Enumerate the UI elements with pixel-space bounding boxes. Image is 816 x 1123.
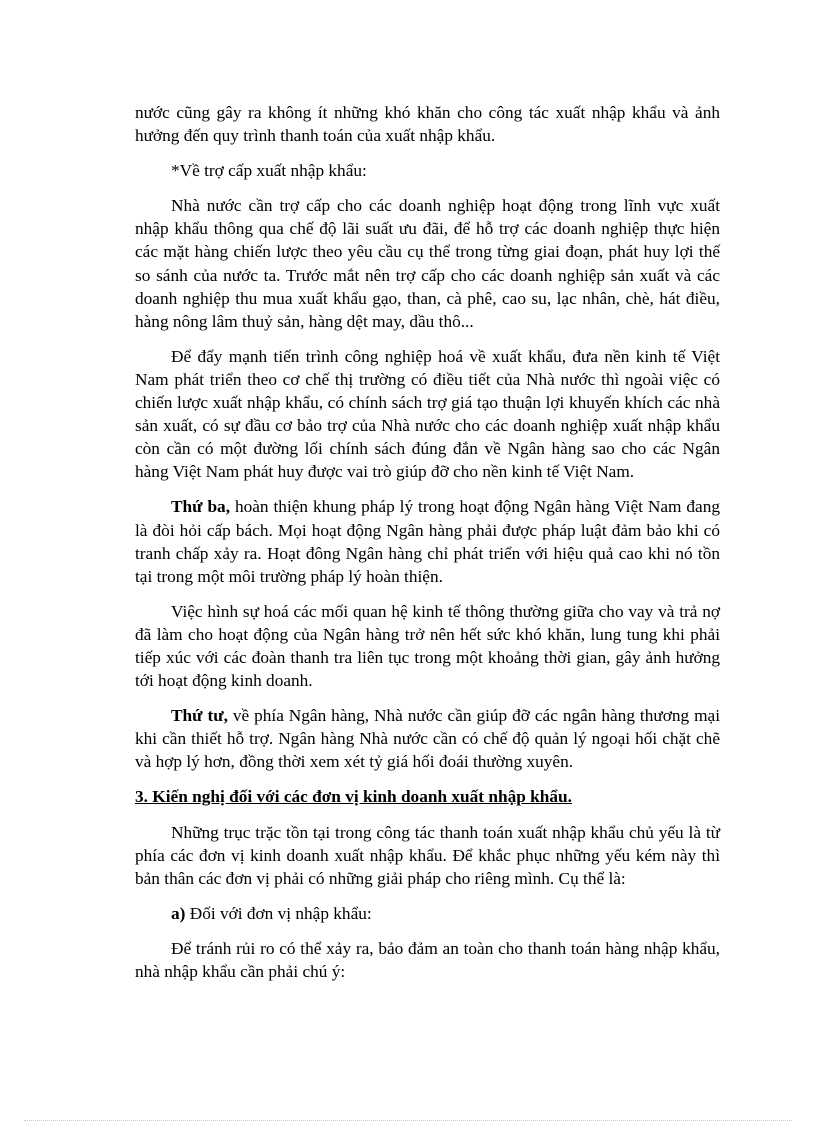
paragraph-subsidy-heading: *Về trợ cấp xuất nhập khẩu:: [171, 161, 367, 181]
paragraph-problems: Những trục trặc tồn tại trong công tác thanh toán xuất nhập khẩu chủ yếu là từ phía các đơn vị kinh doanh xuất nhập khẩu. Để khắc phục những yếu kém này thì bản thân các đơn vị phải có những giải pháp cho riêng mình. Cụ thể là:: [135, 822, 720, 888]
paragraph-third-lead: Thứ ba,: [171, 497, 231, 517]
paragraph-criminalization: Việc hình sự hoá các mối quan hệ kinh tế thông thường giữa cho vay và trả nợ đã làm cho hoạt động của Ngân hàng trở nên hết sức khó khăn, lung tung khi phải tiếp xúc với các đoàn thanh tra liên tục trong một khoảng thời gian, gây ảnh hưởng tới hoạt động kinh doanh.: [135, 601, 720, 691]
paragraph-subsidy: Nhà nước cần trợ cấp cho các doanh nghiệp hoạt động trong lĩnh vực xuất nhập khẩu thông qua chế độ lãi suất ưu đãi, để hỗ trợ các doanh nghiệp thực hiện các mặt hàng chiến lược theo yêu cầu cụ thể trong từng giai đoạn, phát huy lợi thế so sánh của nước ta. Trước mắt nên trợ cấp cho các doanh nghiệp sản xuất và các doanh nghiệp thu mua xuất khẩu gạo, than, cà phê, cao su, lạc nhân, chè, hát điều, hàng nông lâm thuỷ sản, hàng dệt may, dầu thô...: [135, 196, 720, 331]
paragraph-importer-lead: a): [171, 903, 186, 923]
paragraph-importer-body: Đối với đơn vị nhập khẩu:: [185, 903, 372, 923]
paragraph-fourth-lead: Thứ tư,: [171, 706, 228, 726]
document-page: [135, 101, 720, 983]
paragraph-fourth: [135, 704, 720, 773]
paragraph-third: [135, 495, 720, 587]
paragraph-importer-heading: [135, 902, 720, 925]
paragraph-industrialization: Để đẩy mạnh tiến trình công nghiệp hoá về xuất khẩu, đưa nền kinh tế Việt Nam phát triển theo cơ chế thị trường có điều tiết của Nhà nước thì ngoài việc có chiến lược xuất nhập khẩu, có chính sách trợ giá tạo thuận lợi khuyến khích các nhà sản xuất, có sự đầu cơ bảo trợ của Nhà nước cho các doanh nghiệp xuất nhập khẩu còn cần có một đường lối chính sách đúng đắn về Ngân hàng sao cho các Ngân hàng Việt Nam phát huy được vai trò giúp đỡ cho nền kinh tế Việt Nam.: [135, 346, 720, 482]
paragraph-continuation: nước cũng gây ra không ít những khó khăn cho công tác xuất nhập khẩu và ảnh hưởng đến quy trình thanh toán của xuất nhập khẩu.: [135, 103, 720, 146]
paragraph-fourth-body: về phía Ngân hàng, Nhà nước cần giúp đỡ các ngân hàng thương mại khi cần thiết hỗ trợ. Ngân hàng Nhà nước cần có chế độ quản lý ngoại hối chặt chẽ và hợp lý hơn, đồng thời xem xét tỷ giá hối đoái thường xuyên.: [135, 706, 720, 772]
page-bottom-divider: [24, 1120, 792, 1121]
paragraph-risk: Để tránh rủi ro có thể xảy ra, bảo đảm an toàn cho thanh toán hàng nhập khẩu, nhà nhập khẩu cần phải chú ý:: [135, 938, 720, 981]
paragraph-third-body: hoàn thiện khung pháp lý trong hoạt động Ngân hàng Việt Nam đang là đòi hỏi cấp bách. Mọi hoạt động Ngân hàng phải được pháp luật đảm bảo khi có tranh chấp xảy ra. Hoạt đông Ngân hàng chỉ phát triển với hiệu quả cao khi nó tồn tại trong một môi trường pháp lý hoàn thiện.: [135, 497, 721, 586]
section-heading: 3. Kiến nghị đối với các đơn vị kinh doanh xuất nhập khẩu.: [135, 787, 572, 807]
